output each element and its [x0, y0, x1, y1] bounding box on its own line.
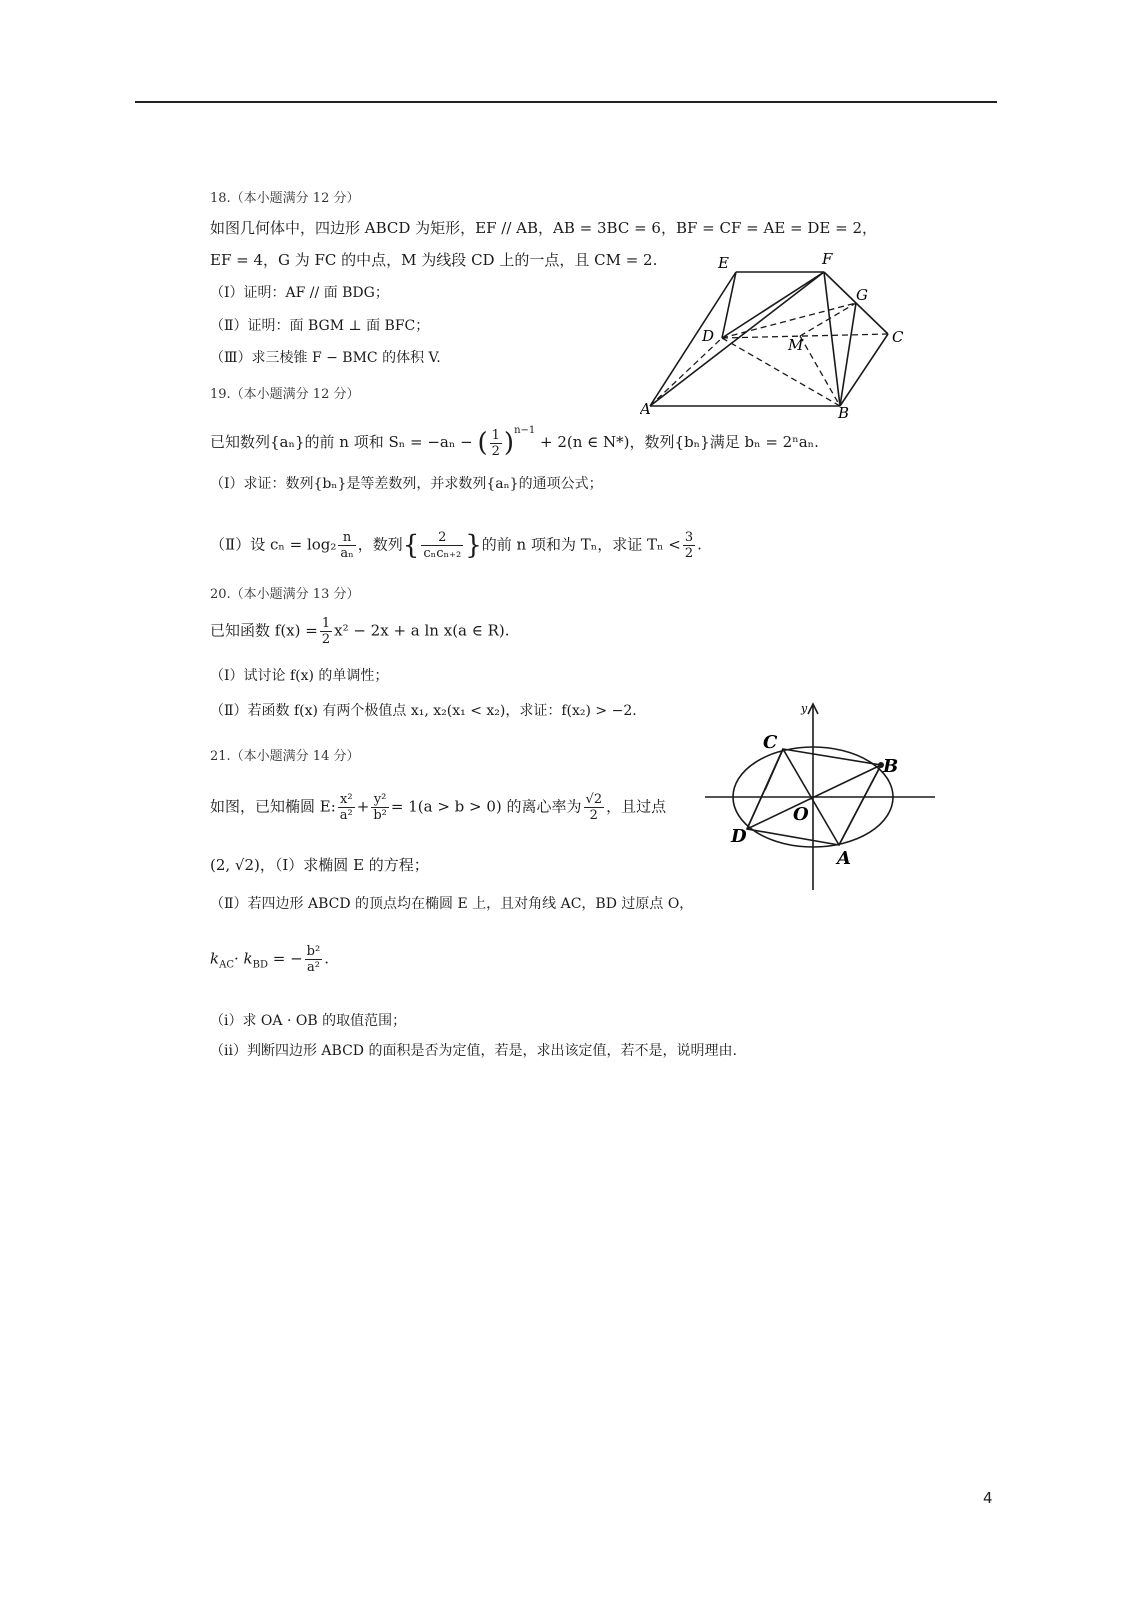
q21-k1: k [210, 949, 220, 968]
fig21-label-A: A [837, 848, 851, 869]
fig18-label-F: F [822, 250, 833, 268]
q21-frac2-num: y² [371, 792, 389, 808]
fig18-label-E: E [718, 254, 729, 272]
q21-frac3-num: √2 [585, 792, 603, 807]
fig21-label-B: B [883, 756, 899, 777]
fig21-label-O: O [793, 804, 809, 825]
q20-frac-num: 1 [321, 616, 331, 631]
q19-p2-frac1-num: n [338, 530, 355, 546]
q21-line1 [210, 792, 666, 823]
q21-line2: (2, √2)，（Ⅰ）求椭圆 E 的方程； [210, 856, 429, 874]
fig21-label-C: C [763, 732, 778, 753]
q19-p2-text-b: ，数列 [357, 535, 403, 554]
fig18-label-G: G [856, 286, 868, 304]
q20-header: 20.（本小题满分 13 分） [210, 587, 360, 602]
q18-line2: EF = 4，G 为 FC 的中点，M 为线段 CD 上的一点，且 CM = 2. [210, 251, 658, 269]
q21-k-relation [210, 944, 329, 976]
fig21-axis-y: y [801, 702, 808, 715]
q20-line1 [210, 616, 510, 647]
q21-k-sub-bd: BD [252, 959, 268, 971]
q21-frac2-den: b² [373, 808, 387, 823]
q20-part2: （Ⅱ）若函数 f(x) 有两个极值点 x₁, x₂(x₁ < x₂)，求证：f(x₂) > −2. [210, 703, 637, 719]
q21-k-frac-num: b² [306, 944, 321, 959]
q19-p2-text-a: （Ⅱ）设 cₙ = log₂ [210, 535, 337, 554]
q19-text-b: + 2(n ∈ N*)，数列{bₙ}满足 bₙ = 2ⁿaₙ. [535, 433, 819, 451]
fig18-label-A: A [640, 400, 651, 418]
q19-part2: （Ⅱ）设 cₙ = log₂ $\frac{n}{\text{aₙ}}$ ，数列{ $\frac{2}{\text{cₙcₙ₊₂}}$ }的前 n 项和为 Tₙ，求证 Tₙ < $\frac{3}{2}$ . [210, 530, 702, 561]
q18-part1: （Ⅰ）证明：AF // 面 BDG； [210, 285, 389, 301]
q21-k2: · k [233, 949, 253, 968]
q19-p2-frac3-den: 2 [684, 546, 694, 561]
fig18-label-C: C [892, 328, 904, 346]
q18-part3: （Ⅲ）求三棱锥 F − BMC 的体积 V. [210, 350, 441, 366]
q19-frac1-den: 2 [491, 443, 500, 459]
q19-p2-text-c: 的前 n 项和为 Tₙ，求证 Tₙ < [481, 535, 681, 554]
q19-p2-text-d: . [697, 535, 702, 554]
q18-figure [640, 248, 920, 420]
q21-sub1: （ⅰ）求 OA · OB 的取值范围； [210, 1013, 407, 1029]
q19-p2-frac1-den: aₙ [340, 546, 354, 561]
q21-k-eq: = − [272, 949, 303, 968]
q19-p2-frac2-num: 2 [421, 530, 463, 546]
q20-text-b: x² − 2x + a ln x(a ∈ R). [334, 621, 510, 640]
q21-text-a: 如图，已知椭圆 E: [210, 797, 336, 816]
q21-k-frac-den: a² [306, 960, 320, 975]
q21-sub2: （ⅱ）判断四边形 ABCD 的面积是否为定值，若是，求出该定值，若不是，说明理由. [210, 1043, 737, 1059]
q21-text-c: ，且过点 [606, 797, 667, 816]
q19-part1: （Ⅰ）求证：数列{bₙ}是等差数列，并求数列{aₙ}的通项公式； [210, 476, 603, 492]
q21-k-end: . [324, 949, 329, 968]
fig21-label-D: D [731, 826, 747, 847]
q20-frac-den: 2 [321, 632, 331, 647]
fig18-label-D: D [702, 327, 715, 345]
q21-frac3-den: 2 [589, 808, 598, 823]
q19-text-a: 已知数列{aₙ}的前 n 项和 Sₙ = −aₙ − [210, 433, 478, 451]
q20-part1: （Ⅰ）试讨论 f(x) 的单调性； [210, 668, 389, 684]
q21-part2: （Ⅱ）若四边形 ABCD 的顶点均在椭圆 E 上，且对角线 AC，BD 过原点 O， [210, 896, 694, 912]
q21-plus: + [356, 797, 370, 816]
q18-header: 18.（本小题满分 12 分） [210, 191, 360, 206]
q21-header: 21.（本小题满分 14 分） [210, 749, 360, 764]
q19-header: 19.（本小题满分 12 分） [210, 387, 360, 402]
q21-text-b: = 1(a > b > 0) 的离心率为 [390, 797, 582, 816]
fig18-label-M: M [788, 336, 804, 354]
q18-part2: （Ⅱ）证明：面 BGM ⊥ 面 BFC； [210, 318, 430, 334]
q19-frac1-num: 1 [491, 427, 500, 443]
q19-p2-frac2-den: cₙcₙ₊₂ [423, 546, 462, 561]
page-number: 4 [983, 1489, 993, 1507]
q18-line1: 如图几何体中，四边形 ABCD 为矩形，EF // AB，AB = 3BC = 6，BF = CF = AE = DE = 2， [210, 219, 877, 237]
q19-line1: 已知数列{aₙ}的前 n 项和 Sₙ = −aₙ − ( $\frac{1}{2}$ )$^{n-1}$ + 2(n ∈ N*)，数列{bₙ}满足 bₙ = 2ⁿaₙ. [210, 425, 819, 459]
q19-exponent: n−1 [514, 425, 536, 436]
q19-p2-frac3-num: 3 [684, 530, 694, 545]
q21-frac1-den: a² [339, 808, 353, 823]
fig18-label-B: B [838, 404, 850, 420]
q21-frac1-num: x² [338, 792, 355, 808]
q21-figure [705, 700, 940, 895]
q21-k-sub-ac: AC [219, 959, 234, 971]
header-rule [135, 101, 997, 103]
q20-text-a: 已知函数 f(x) = [210, 621, 318, 640]
